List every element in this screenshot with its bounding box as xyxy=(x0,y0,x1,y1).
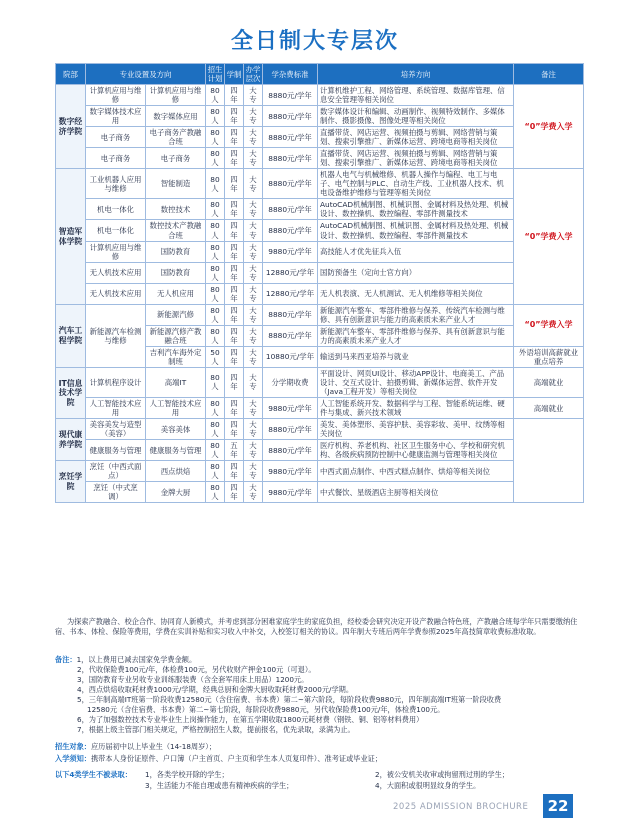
level-cell: 大专 xyxy=(244,127,263,148)
reject-item: 3，生活能力不能自理或患有精神疾病的学生； xyxy=(145,780,294,790)
level-cell: 大专 xyxy=(244,199,263,220)
dept-cell: 智造军体学院 xyxy=(56,169,86,304)
reject-label: 以下4类学生不被录取： xyxy=(55,770,132,779)
notes-block xyxy=(55,655,583,735)
remark-cell-empty xyxy=(514,419,584,503)
fee-cell: 8880元/学年 xyxy=(263,220,318,241)
plan-cell: 80人 xyxy=(206,461,225,482)
major-cell: 计算机应用与维修 xyxy=(86,85,146,106)
train-cell: 新能源汽车整车、零部件维修与保养、传统汽车检测与维修、具有创新意识与能力的高素质未来产业人才 xyxy=(318,304,514,325)
major-cell: 美容美发与造型（美容） xyxy=(86,419,146,440)
level-cell: 大专 xyxy=(244,482,263,503)
docs-block xyxy=(55,754,583,764)
years-cell: 四年 xyxy=(225,304,244,325)
intro-paragraph: 为探索产教融合、校企合作、协同育人新模式，并考虑到部分困难家庭学生的家庭负担，经校委会研究决定开设产教融合特色班，产教融合班每学年只需要缴纳住宿、书本、体检、保险等费用，学费在实训补贴和实习收入中补交，入校签订相关的协议。四年制大专班后两年学费参照2025年高技简章收费标准收取。 xyxy=(55,617,578,637)
fee-cell: 9880元/学年 xyxy=(263,482,318,503)
level-cell: 大专 xyxy=(244,262,263,283)
note-item: 5，三年制高端IT班第一阶段收费12580元（含住宿费、书本费）第二~第六阶段，每阶段收费9880元，四年制高端IT班第一阶段收费 xyxy=(77,694,502,704)
level-cell: 大专 xyxy=(244,241,263,262)
footer-brochure: 2025 ADMISSION BROCHURE xyxy=(393,802,529,812)
table-header-row xyxy=(56,64,584,85)
fee-cell: 8880元/学年 xyxy=(263,199,318,220)
fee-cell: 8880元/学年 xyxy=(263,440,318,461)
train-cell: 人工智能系统开发、数据科学与工程、智能系统运维、硬件与集成、新兴技术领域 xyxy=(318,398,514,419)
level-cell: 大专 xyxy=(244,220,263,241)
table-row xyxy=(56,461,584,482)
dept-cell: IT信息技术学院 xyxy=(56,367,86,418)
note-item: 7，根据上级主管部门相关规定，严格控制招生人数，提前报名，优先录取，录满为止。 xyxy=(77,724,355,734)
remark-cell: “0”学费入学 xyxy=(514,85,584,169)
level-cell: 大专 xyxy=(244,106,263,127)
major-cell: 无人机技术应用 xyxy=(86,283,146,304)
direction-cell: 西点烘焙 xyxy=(146,461,206,482)
level-cell: 大专 xyxy=(244,419,263,440)
table-row xyxy=(56,169,584,199)
note-item: 4，西点烘焙收取耗材费1000元/学期，经典总厨和金牌大厨收取耗材费2000元/学期。 xyxy=(77,684,354,694)
plan-cell: 80人 xyxy=(206,482,225,503)
plan-cell: 80人 xyxy=(206,398,225,419)
table-row xyxy=(56,241,584,262)
dept-cell: 烹饪学院 xyxy=(56,461,86,503)
table-row xyxy=(56,440,584,461)
years-cell: 四年 xyxy=(225,262,244,283)
direction-cell: 新能源汽修产教融合班 xyxy=(146,325,206,346)
fee-cell: 8880元/学年 xyxy=(263,169,318,199)
direction-cell: 金牌大厨 xyxy=(146,482,206,503)
train-cell: 输送到马来西亚培养与就业 xyxy=(318,346,514,367)
table-row xyxy=(56,283,584,304)
direction-cell: 国防教育 xyxy=(146,262,206,283)
train-cell: 直播带货、网店运营、视频拍摄与剪辑、网络营销与策划、搜索引擎推广、新媒体运营、跨境电商等相关岗位 xyxy=(318,148,514,169)
level-cell: 大专 xyxy=(244,85,263,106)
table-row xyxy=(56,304,584,325)
note-item: 备注：1，以上费用已减去国家免学费金额。 xyxy=(55,655,197,664)
train-cell: 高技能人才优先征兵入伍 xyxy=(318,241,514,262)
train-cell: 直播带货、网店运营、视频拍摄与剪辑、网络营销与策划、搜索引擎推广、新媒体运营、跨境电商等相关岗位 xyxy=(318,127,514,148)
plan-cell: 80人 xyxy=(206,367,225,397)
train-cell: 中式餐饮、星级酒店主厨等相关岗位 xyxy=(318,482,514,503)
reject-block xyxy=(55,770,583,792)
level-cell: 大专 xyxy=(244,367,263,397)
header-plan: 招生计划 xyxy=(206,64,225,85)
direction-cell: 国防教育 xyxy=(146,241,206,262)
plan-cell: 80人 xyxy=(206,283,225,304)
major-cell: 新能源汽车检测与维修 xyxy=(86,304,146,367)
table-row xyxy=(56,419,584,440)
direction-cell: 数字媒体应用 xyxy=(146,106,206,127)
level-cell: 大专 xyxy=(244,346,263,367)
reject-item: 2，被公安机关收审或拘留刑过刑的学生； xyxy=(375,770,509,779)
train-cell: AutoCAD机械制图、机械识图、金属材料及热处理、机械设计、数控操机、数控编程、零部件测量技术 xyxy=(318,220,514,241)
level-cell: 大专 xyxy=(244,461,263,482)
major-cell: 工业机器人应用与维修 xyxy=(86,169,146,199)
direction-cell: 电子商务 xyxy=(146,148,206,169)
years-cell: 四年 xyxy=(225,169,244,199)
major-cell: 机电一体化 xyxy=(86,220,146,241)
fee-cell: 8880元/学年 xyxy=(263,106,318,127)
years-cell: 四年 xyxy=(225,148,244,169)
target-label: 招生对象： xyxy=(55,742,91,751)
years-cell: 四年 xyxy=(225,220,244,241)
years-cell: 五年 xyxy=(225,440,244,461)
direction-cell: 新能源汽修 xyxy=(146,304,206,325)
header-major: 专业设置及方向 xyxy=(86,64,206,85)
train-cell: 中西式面点制作、中西式糕点制作、烘焙等相关岗位 xyxy=(318,461,514,482)
table-row xyxy=(56,127,584,148)
page-number: 22 xyxy=(543,794,573,818)
header-remark: 备注 xyxy=(514,64,584,85)
fee-cell: 12880元/学年 xyxy=(263,262,318,283)
train-cell: 机器人电气与机械维修、机器人操作与编程、电工与电子、电气控制与PLC、自动生产线、工业机器人技术、机电设备维护维修与管理等相关岗位 xyxy=(318,169,514,199)
level-cell: 大专 xyxy=(244,398,263,419)
table-row xyxy=(56,398,584,419)
fee-cell: 8880元/学年 xyxy=(263,325,318,346)
plan-cell: 80人 xyxy=(206,127,225,148)
fee-cell: 分学期收费 xyxy=(263,367,318,397)
plan-cell: 80人 xyxy=(206,199,225,220)
fee-cell: 12880元/学年 xyxy=(263,283,318,304)
plan-cell: 80人 xyxy=(206,440,225,461)
plan-cell: 80人 xyxy=(206,419,225,440)
years-cell: 四年 xyxy=(225,346,244,367)
train-cell: 平面设计、网页UI设计、移动APP设计、电商美工、产品设计、交互式设计、拍摄剪辑、新媒体运营、软件开发（Java工程开发）等相关岗位 xyxy=(318,367,514,397)
program-table xyxy=(55,63,584,503)
fee-cell: 10880元/学年 xyxy=(263,346,318,367)
major-cell: 机电一体化 xyxy=(86,199,146,220)
plan-cell: 80人 xyxy=(206,241,225,262)
years-cell: 四年 xyxy=(225,461,244,482)
remark-cell: “0”学费入学 xyxy=(514,169,584,304)
dept-cell: 现代康养学院 xyxy=(56,419,86,461)
plan-cell: 80人 xyxy=(206,262,225,283)
plan-cell: 80人 xyxy=(206,106,225,127)
docs-text: 携带本人身份证原件、户口簿（户主首页、户主页和学生本人页复印件）、准考证或毕业证； xyxy=(90,754,383,763)
fee-cell: 8880元/学年 xyxy=(263,127,318,148)
notes-label: 备注： xyxy=(55,655,77,664)
train-cell: 美发、美体塑形、美容护肤、美容彩妆、美甲、纹绣等相关岗位 xyxy=(318,419,514,440)
note-item: 6，为了加强数控技术专业毕业生上岗操作能力，在第五学期收取1800元耗材费（钢铁、铜、铝等材料费用） xyxy=(77,714,424,724)
header-years: 学制 xyxy=(225,64,244,85)
direction-cell: 智能制造 xyxy=(146,169,206,199)
table-row xyxy=(56,85,584,106)
years-cell: 四年 xyxy=(225,85,244,106)
fee-cell: 9880元/学年 xyxy=(263,461,318,482)
direction-cell: 电子商务产教融合班 xyxy=(146,127,206,148)
direction-cell: 美容美体 xyxy=(146,419,206,440)
target-text: 应历届初中以上毕业生（14-18周岁）； xyxy=(90,742,217,751)
plan-cell: 80人 xyxy=(206,325,225,346)
major-cell: 计算机程序设计 xyxy=(86,367,146,397)
dept-cell: 数字经济学院 xyxy=(56,85,86,169)
level-cell: 大专 xyxy=(244,440,263,461)
reject-item: 4，大面积或很明显纹身的学生。 xyxy=(375,780,481,790)
direction-cell: 数控技术产教融合班 xyxy=(146,220,206,241)
note-item: 12580元（含住宿费、书本费）第二~第七阶段，每阶段收费9880元，另代收保险费100元/年，体检费100元。 xyxy=(87,704,445,714)
table-row xyxy=(56,482,584,503)
reject-item: 1，各类学校开除的学生； xyxy=(145,770,229,779)
major-cell: 电子商务 xyxy=(86,127,146,148)
years-cell: 四年 xyxy=(225,283,244,304)
table-row xyxy=(56,199,584,220)
plan-cell: 50人 xyxy=(206,346,225,367)
train-cell: 计算机维护工程、网络管理、系统管理、数据库管理、信息安全管理等相关岗位 xyxy=(318,85,514,106)
major-cell: 无人机技术应用 xyxy=(86,262,146,283)
years-cell: 四年 xyxy=(225,398,244,419)
remark-cell: 高端就业 xyxy=(514,367,584,397)
plan-cell: 80人 xyxy=(206,304,225,325)
major-cell: 数字媒体技术应用 xyxy=(86,106,146,127)
direction-cell: 高端IT xyxy=(146,367,206,397)
level-cell: 大专 xyxy=(244,169,263,199)
major-cell: 烹饪（中式烹调） xyxy=(86,482,146,503)
years-cell: 四年 xyxy=(225,241,244,262)
remark-cell: 高端就业 xyxy=(514,398,584,419)
plan-cell: 80人 xyxy=(206,220,225,241)
years-cell: 四年 xyxy=(225,367,244,397)
train-cell: 无人机表演、无人机测试、无人机维修等相关岗位 xyxy=(318,283,514,304)
remark-cell: “0”学费入学 xyxy=(514,304,584,346)
fee-cell: 8880元/学年 xyxy=(263,85,318,106)
header-fee: 学杂费标准 xyxy=(263,64,318,85)
fee-cell: 8880元/学年 xyxy=(263,419,318,440)
major-cell: 计算机应用与维修 xyxy=(86,241,146,262)
major-cell: 烹饪（中西式面点） xyxy=(86,461,146,482)
page-title: 全日制大专层次 xyxy=(230,29,399,54)
major-cell: 人工智能技术应用 xyxy=(86,398,146,419)
years-cell: 四年 xyxy=(225,199,244,220)
years-cell: 四年 xyxy=(225,127,244,148)
years-cell: 四年 xyxy=(225,325,244,346)
level-cell: 大专 xyxy=(244,325,263,346)
target-block xyxy=(55,742,583,752)
plan-cell: 80人 xyxy=(206,148,225,169)
fee-cell: 9880元/学年 xyxy=(263,398,318,419)
level-cell: 大专 xyxy=(244,283,263,304)
train-cell: 数字媒体设计和编辑、动画制作、视频特效制作、多媒体制作、摄影摄像、图像处理等相关岗位 xyxy=(318,106,514,127)
table-row xyxy=(56,148,584,169)
train-cell: AutoCAD机械制图、机械识图、金属材料及热处理、机械设计、数控操机、数控编程、零部件测量技术 xyxy=(318,199,514,220)
table-row xyxy=(56,367,584,397)
header-dept: 院部 xyxy=(56,64,86,85)
plan-cell: 80人 xyxy=(206,85,225,106)
years-cell: 四年 xyxy=(225,106,244,127)
level-cell: 大专 xyxy=(244,304,263,325)
major-cell: 电子商务 xyxy=(86,148,146,169)
fee-cell: 8880元/学年 xyxy=(263,304,318,325)
fee-cell: 9880元/学年 xyxy=(263,241,318,262)
level-cell: 大专 xyxy=(244,148,263,169)
train-cell: 医疗机构、养老机构、社区卫生服务中心、学校和研究机构、各级疾病预防控制中心健康监测与管理等相关岗位 xyxy=(318,440,514,461)
fee-cell: 8880元/学年 xyxy=(263,148,318,169)
train-cell: 新能源汽车整车、零部件维修与保养、具有创新意识与能力的高素质未来产业人才 xyxy=(318,325,514,346)
table-row xyxy=(56,220,584,241)
years-cell: 四年 xyxy=(225,419,244,440)
table-row xyxy=(56,106,584,127)
note-item: 3，国防教育专业另收专业训练服装费（含全套军用床上用品）1200元。 xyxy=(77,674,309,684)
direction-cell: 数控技术 xyxy=(146,199,206,220)
major-cell: 健康服务与管理 xyxy=(86,440,146,461)
table-row xyxy=(56,262,584,283)
train-cell: 国防预备生（定向士官方向） xyxy=(318,262,514,283)
header-train: 培养方向 xyxy=(318,64,514,85)
note-item: 2，代收保险费100元/年，体检费100元，另代收财产押金100元（可退）。 xyxy=(77,664,316,674)
direction-cell: 吉利汽车海外定制班 xyxy=(146,346,206,367)
header-level: 办学层次 xyxy=(244,64,263,85)
dept-cell: 汽车工程学院 xyxy=(56,304,86,367)
direction-cell: 人工智能技术应用 xyxy=(146,398,206,419)
direction-cell: 健康服务与管理 xyxy=(146,440,206,461)
docs-label: 入学须知： xyxy=(55,754,91,763)
remark-cell: 外语培训高薪就业重点培养 xyxy=(514,346,584,367)
years-cell: 四年 xyxy=(225,482,244,503)
direction-cell: 计算机应用与维修 xyxy=(146,85,206,106)
direction-cell: 无人机应用 xyxy=(146,283,206,304)
plan-cell: 80人 xyxy=(206,169,225,199)
